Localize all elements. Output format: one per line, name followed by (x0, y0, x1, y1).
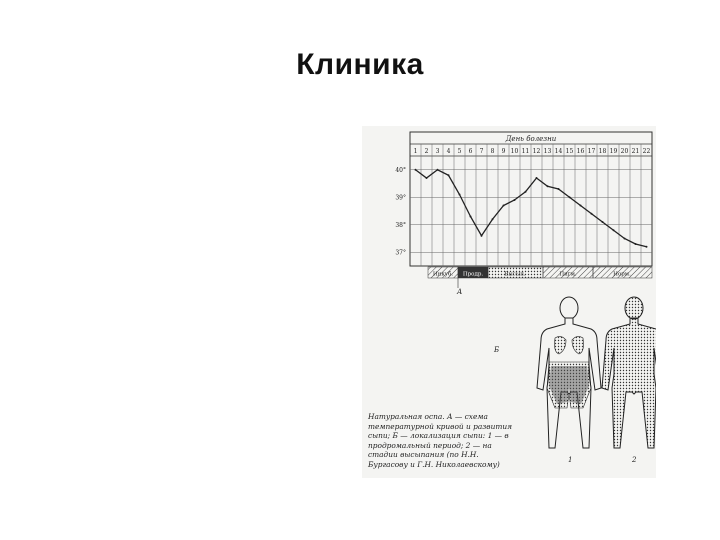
band-label-2: Продр. (462, 271, 484, 278)
chart-header: День болезни (505, 135, 557, 143)
day-label: 2 (424, 148, 429, 155)
temperature-point (536, 177, 538, 179)
figure-label-2: 2 (632, 456, 637, 464)
temperature-label: 39° (395, 194, 406, 202)
band-label-3: Высып. (504, 271, 526, 278)
day-label: 6 (468, 148, 473, 155)
band-label-1: Инкуб. (432, 271, 454, 278)
day-label: 4 (446, 148, 451, 155)
temperature-point (558, 188, 560, 190)
day-label: 15 (565, 148, 574, 155)
day-label: 7 (479, 148, 484, 155)
day-label: 11 (521, 148, 530, 155)
day-label: 1 (413, 148, 418, 155)
temperature-point (613, 229, 615, 231)
slide-title: Клиника (296, 48, 424, 81)
temperature-point (481, 235, 483, 237)
temperature-point (525, 191, 527, 193)
day-label: 9 (501, 148, 506, 155)
day-label: 14 (554, 148, 563, 155)
day-label: 5 (457, 148, 462, 155)
temperature-label: 40° (395, 166, 406, 174)
rash-period-band (428, 267, 652, 288)
clinical-figure (362, 126, 656, 478)
day-label: 17 (587, 148, 596, 155)
day-label: 16 (576, 148, 585, 155)
day-labels (414, 148, 651, 155)
day-label: 19 (609, 148, 618, 155)
band-label-4: Пигм. (559, 271, 577, 278)
day-label: 12 (532, 148, 541, 155)
day-label: 21 (631, 148, 640, 155)
body-figure-prodromal (537, 297, 601, 448)
temperature-point (635, 243, 637, 245)
day-label: 22 (642, 148, 651, 155)
temperature-point (547, 185, 549, 187)
day-label: 13 (543, 148, 552, 155)
temperature-point (415, 169, 417, 171)
temperature-point (591, 213, 593, 215)
label-a: А (457, 288, 463, 296)
temperature-point (492, 218, 494, 220)
temperature-point (569, 196, 571, 198)
figure-caption: Натуральная оспа. А — схема температурной кривой и развития сыпи; Б — локализация сыпи: 1 — в продромальный период; 2 — на стадии высыпания (по Н.Н. Бургасову и Г.Н. Николаевскому) (368, 412, 512, 469)
temperature-point (448, 174, 450, 176)
temperature-point (470, 216, 472, 218)
day-label: 8 (490, 148, 495, 155)
temperature-point (602, 221, 604, 223)
temperature-point (459, 194, 461, 196)
day-label: 10 (510, 148, 519, 155)
temperature-point (646, 246, 648, 248)
temperature-label: 38° (395, 221, 406, 229)
band-label-5: Норм. (613, 271, 631, 278)
temperature-chart (395, 132, 652, 266)
temperature-point (514, 199, 516, 201)
day-label: 20 (620, 148, 629, 155)
temperature-label: 37° (395, 249, 406, 257)
temperature-point (503, 205, 505, 207)
temperature-point (624, 238, 626, 240)
temperature-point (437, 169, 439, 171)
chart-grid (410, 144, 652, 266)
temperature-labels (395, 167, 406, 257)
label-b: Б (494, 346, 500, 354)
body-figure-eruption (602, 297, 656, 448)
day-label: 3 (435, 148, 440, 155)
temperature-point (580, 205, 582, 207)
figure-label-1: 1 (568, 456, 573, 464)
temperature-point (426, 177, 428, 179)
day-label: 18 (598, 148, 607, 155)
